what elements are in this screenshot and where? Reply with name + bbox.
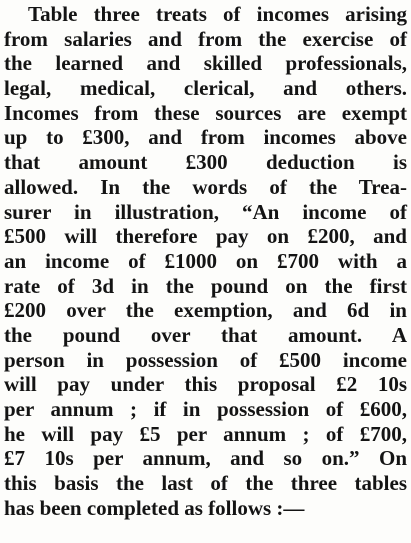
text-line: has been completed as follows :— — [4, 495, 305, 520]
text-line: per annum ; if in possession of £600, — [4, 397, 407, 421]
text-line: the learned and skilled professionals, — [4, 51, 407, 76]
text-line: legal, medical, clerical, and others. — [4, 76, 407, 101]
text-line: will pay under this proposal £2 10s — [4, 372, 407, 397]
text-line: the pound over that amount. A — [4, 322, 407, 347]
text-line: this basis the last of the three tables — [4, 471, 407, 496]
text-line: an income of £1000 on £700 with a — [4, 248, 407, 273]
text-line: £500 will therefore pay on £200, and — [4, 224, 407, 249]
text-line: he will pay £5 per annum ; of £700, — [4, 421, 407, 446]
text-line: up to £300, and from incomes above — [4, 125, 407, 150]
text-line: rate of 3d in the pound on the first — [4, 273, 407, 298]
text-line: that amount £300 deduction is — [4, 150, 407, 175]
text-line: Table three treats of incomes arising — [28, 2, 407, 26]
text-line: surer in illustration, “An income of — [4, 199, 407, 224]
article-paragraph — [4, 2, 407, 520]
text-line: from salaries and from the exercise of — [4, 26, 407, 51]
text-line: allowed. In the words of the Trea- — [4, 174, 407, 199]
text-line: Incomes from these sources are exempt — [4, 100, 407, 125]
text-line: £7 10s per annum, and so on.” On — [4, 446, 407, 471]
text-line: person in possession of £500 income — [4, 347, 407, 372]
text-line: £200 over the exemption, and 6d in — [4, 298, 407, 323]
